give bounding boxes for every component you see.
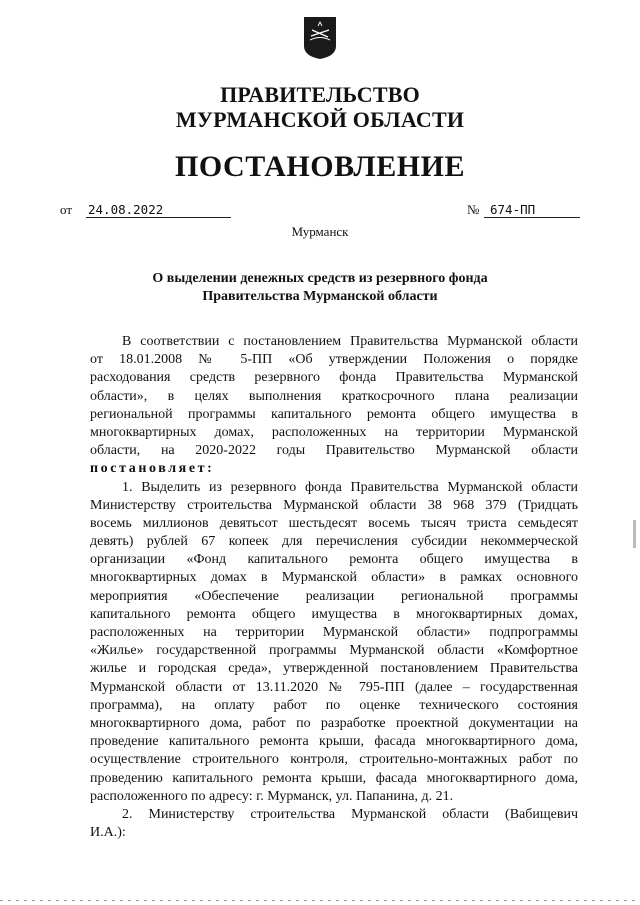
body-line: Мурманской области от 13.11.2020 № 795-ПП (далее – государственная — [90, 679, 578, 695]
body-line: восемь миллионов девятьсот шестьдесят восемь тысяч триста семьдесят — [90, 515, 578, 531]
body-line: 2. Министерству строительства Мурманской области (Вабищевич — [122, 806, 578, 822]
body-line-resolves: постановляет: — [90, 461, 215, 477]
date-label: от — [60, 202, 73, 217]
body-line: программа), на оплату работ по оценке технического состояния — [90, 697, 578, 713]
page-bottom-edge — [0, 900, 640, 901]
body-line: девять) рублей 67 копеек для перечисления субсидии некоммерческой — [90, 534, 578, 550]
body-line: проведение капитального ремонта крыши, фасада многоквартирного дома, — [90, 734, 578, 750]
body-line: многоквартирного дома, работ по разработке проектной документации на — [90, 715, 578, 731]
document-meta — [60, 202, 590, 222]
number-label: № — [467, 202, 480, 217]
body-line: осуществление строительного контроля, строительно-монтажных работ по — [90, 752, 578, 768]
body-line: «Жилье» государственной программы Мурманской области «Комфортное — [90, 643, 578, 659]
document-heading-line2: Правительства Мурманской области — [202, 289, 438, 304]
body-line: региональной программы капитального ремонта общего имущества в — [90, 406, 578, 422]
scan-edge-mark — [633, 520, 636, 548]
city-name: Мурманск — [291, 224, 349, 239]
government-title — [0, 82, 640, 132]
body-line: Министерству строительства Мурманской области 38 968 379 (Тридцать — [90, 497, 578, 513]
document-number: 674-ПП — [484, 202, 580, 218]
body-line: расположенных на территории Мурманской области» подпрограммы — [90, 625, 578, 640]
government-title-line1: ПРАВИТЕЛЬСТВО — [220, 82, 420, 107]
document-body — [90, 333, 578, 842]
document-date: 24.08.2022 — [86, 202, 231, 218]
body-line: проведению капитального ремонта крыши, фасада многоквартирного дома, — [90, 770, 578, 786]
body-line: В соответствии с постановлением Правительства Мурманской области — [122, 334, 578, 349]
government-title-line2: МУРМАНСКОЙ ОБЛАСТИ — [175, 107, 465, 132]
document-heading — [0, 270, 640, 306]
body-line: 1. Выделить из резервного фонда Правительства Мурманской области — [122, 479, 578, 495]
body-line: мероприятия «Обеспечение реализации региональной программы — [90, 588, 578, 604]
coat-of-arms-icon — [303, 16, 337, 60]
body-line: капитального ремонта общего имущества в многоквартирных домах, — [90, 606, 578, 622]
body-line: жилье и городская среда», утвержденной постановлением Правительства — [90, 661, 578, 677]
body-line: расположенного по адресу: г. Мурманск, ул. Папанина, д. 21. — [90, 788, 454, 804]
body-line: организации «Фонд капитального ремонта общего имущества в — [90, 552, 578, 568]
body-line: многоквартирных домах, расположенных на территории Мурманской — [90, 424, 578, 440]
body-line: расходования средств резервного фонда Правительства Мурманской — [90, 370, 578, 386]
body-line: области», в целях выполнения краткосрочного плана реализации — [90, 388, 578, 404]
body-line: И.А.): — [90, 825, 126, 841]
body-line: области, на 2020-2022 годы Правительство Мурманской области — [90, 443, 578, 459]
document-heading-line1: О выделении денежных средств из резервного фонда — [152, 271, 488, 286]
document-type: ПОСТАНОВЛЕНИЕ — [175, 150, 465, 183]
body-line: от 18.01.2008 № 5-ПП «Об утверждении Положения о порядке — [90, 352, 578, 368]
body-line: многоквартирных домах в Мурманской области» в рамках основного — [90, 570, 578, 586]
